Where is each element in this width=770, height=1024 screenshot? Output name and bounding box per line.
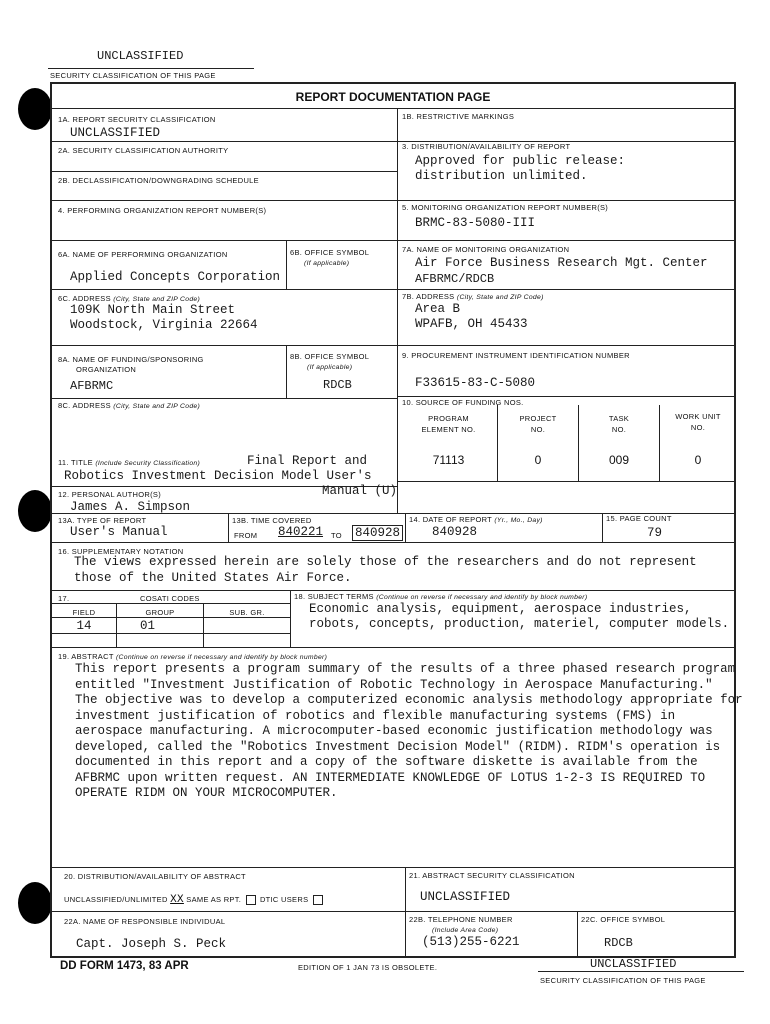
field-7b-line1: Area B: [415, 302, 461, 316]
field-17-label: 17.: [58, 594, 70, 603]
program-element-value: 71113: [432, 453, 465, 467]
field-22b-label: 22B. TELEPHONE NUMBER: [409, 915, 513, 924]
option-same-as-rpt: SAME AS RPT.: [186, 895, 242, 904]
field-12-value: James A. Simpson: [70, 500, 191, 514]
divider: [398, 481, 736, 482]
binder-hole-top: [18, 88, 52, 130]
task-no-value: 009: [608, 453, 630, 467]
field-6c-line2: Woodstock, Virginia 22664: [70, 318, 258, 332]
abstract-line: The objective was to develop a computerized economic analysis methodology appropriate for: [75, 693, 743, 707]
field-8c-label: 8C. ADDRESS (City, State and ZIP Code): [58, 401, 201, 410]
field-20-options: [64, 894, 325, 906]
divider: [48, 68, 254, 69]
divider: [52, 200, 736, 201]
field-21-value: UNCLASSIFIED: [420, 890, 511, 904]
field-1a-label: 1A. REPORT SECURITY CLASSIFICATION: [58, 115, 216, 124]
divider: [52, 542, 736, 543]
top-classification: UNCLASSIFIED: [97, 49, 184, 63]
divider: [290, 590, 291, 647]
field-2b-label: 2B. DECLASSIFICATION/DOWNGRADING SCHEDULE: [58, 176, 259, 185]
field-6a-label: 6A. NAME OF PERFORMING ORGANIZATION: [58, 250, 228, 259]
field-3-line1: Approved for public release:: [415, 154, 626, 168]
project-no-header: PROJECT NO.: [519, 414, 557, 434]
divider: [577, 911, 578, 958]
field-5-value: BRMC-83-5080-III: [415, 216, 536, 230]
field-11-line3: Manual (U): [322, 484, 398, 498]
to-label: TO: [331, 531, 342, 540]
abstract-line: OPERATE RIDM ON YOUR MICROCOMPUTER.: [75, 786, 338, 800]
from-label: FROM: [234, 531, 258, 540]
divider: [52, 603, 290, 604]
field-8a-value: AFBRMC: [70, 379, 114, 393]
field-8b-label: 8B. OFFICE SYMBOL: [290, 352, 370, 361]
abstract-line: entitled "Investment Justification of Robotic Technology in Aerospace Manufacturing.": [75, 677, 713, 692]
field-22b-sub: (Include Area Code): [432, 927, 499, 934]
field-11-label: 11. TITLE (Include Security Classification): [58, 458, 201, 467]
field-1b-label: 1B. RESTRICTIVE MARKINGS: [402, 112, 515, 121]
from-value: 840221: [278, 525, 324, 539]
field-16-line1: The views expressed herein are solely those of the researchers and do not represent: [74, 555, 697, 569]
program-element-header: PROGRAM ELEMENT NO.: [421, 414, 476, 434]
cosati-group-value: 01: [140, 619, 156, 633]
field-3-line2: distribution unlimited.: [415, 169, 588, 183]
field-1a-value: UNCLASSIFIED: [70, 126, 161, 140]
divider: [286, 240, 287, 289]
divider: [405, 513, 406, 542]
divider: [52, 911, 736, 912]
field-6b-label: 6B. OFFICE SYMBOL: [290, 248, 370, 257]
field-19-label: 19. ABSTRACT (Continue on reverse if necessary and identify by block number): [58, 652, 328, 661]
field-13a-label: 13A. TYPE OF REPORT: [58, 516, 147, 525]
field-16-line2: those of the United States Air Force.: [74, 571, 352, 585]
field-14-value: 840928: [432, 525, 478, 539]
field-22b-value: (513)255-6221: [422, 935, 520, 949]
divider: [405, 867, 406, 958]
field-11-line2: Robotics Investment Decision Model User's: [64, 469, 372, 483]
field-18-line1: Economic analysis, equipment, aerospace industries,: [309, 602, 692, 616]
divider: [52, 171, 398, 172]
divider: [52, 647, 736, 648]
divider: [286, 345, 287, 398]
divider: [602, 513, 603, 542]
dtic-users-checkbox[interactable]: [313, 895, 323, 905]
divider: [52, 398, 398, 399]
option-unclassified-unlimited: UNCLASSIFIED/UNLIMITED: [64, 895, 168, 904]
divider: [52, 345, 736, 346]
divider: [52, 289, 736, 290]
field-header: FIELD: [72, 608, 96, 617]
field-8a-label-line2: ORGANIZATION: [76, 365, 137, 374]
abstract-line: developed, called the "Robotics Investment Decision Model" (RIDM). RIDM's operation is: [75, 739, 721, 754]
project-no-value: 0: [534, 453, 542, 467]
divider: [52, 240, 736, 241]
group-header: GROUP: [145, 608, 175, 617]
field-22a-value: Capt. Joseph S. Peck: [76, 937, 227, 951]
footer-classification: UNCLASSIFIED: [590, 957, 677, 971]
divider: [397, 345, 398, 513]
checked-mark[interactable]: XX: [170, 894, 184, 906]
field-22a-label: 22A. NAME OF RESPONSIBLE INDIVIDUAL: [64, 917, 226, 926]
divider: [52, 867, 736, 868]
binder-hole-bottom: [18, 882, 52, 924]
field-22c-label: 22C. OFFICE SYMBOL: [581, 915, 666, 924]
abstract-line: documented in this report and a copy of the software diskette is available from the: [75, 755, 698, 769]
field-20-label: 20. DISTRIBUTION/AVAILABILITY OF ABSTRACT: [64, 872, 246, 881]
field-18-line2: robots, concepts, production, materiel, computer models.: [309, 617, 730, 631]
form-id: DD FORM 1473, 83 APR: [60, 960, 189, 972]
field-4-label: 4. PERFORMING ORGANIZATION REPORT NUMBER(S): [58, 206, 267, 215]
edition-note: EDITION OF 1 JAN 73 IS OBSOLETE.: [298, 963, 438, 972]
field-7b-line2: WPAFB, OH 45433: [415, 317, 528, 331]
field-10-label: 10. SOURCE OF FUNDING NOS.: [402, 398, 524, 407]
field-6b-sub: (If applicable): [304, 260, 350, 267]
field-11-line1: Final Report and: [247, 454, 368, 468]
divider: [538, 971, 744, 972]
field-7a-line2: AFBRMC/RDCB: [415, 272, 495, 286]
field-12-label: 12. PERSONAL AUTHOR(S): [58, 490, 162, 499]
divider: [52, 633, 290, 634]
field-22c-value: RDCB: [604, 936, 633, 950]
field-8b-value: RDCB: [323, 378, 352, 392]
field-6c-line1: 109K North Main Street: [70, 303, 236, 317]
field-15-value: 79: [647, 526, 663, 540]
field-2a-label: 2A. SECURITY CLASSIFICATION AUTHORITY: [58, 146, 229, 155]
security-classification-label: SECURITY CLASSIFICATION OF THIS PAGE: [50, 71, 216, 80]
divider: [52, 141, 736, 142]
work-unit-value: 0: [694, 453, 702, 467]
field-7a-label: 7A. NAME OF MONITORING ORGANIZATION: [402, 245, 570, 254]
same-as-rpt-checkbox[interactable]: [246, 895, 256, 905]
abstract-line: aerospace manufacturing. A microcomputer-based economic justification methodology was: [75, 724, 713, 738]
field-21-label: 21. ABSTRACT SECURITY CLASSIFICATION: [409, 871, 575, 880]
field-7b-label: 7B. ADDRESS (City, State and ZIP Code): [402, 292, 544, 301]
field-8b-sub: (If applicable): [307, 364, 353, 371]
abstract-line: This report presents a program summary of the results of a three phased research program: [75, 662, 736, 676]
field-13a-value: User's Manual: [70, 525, 168, 539]
field-8a-label: 8A. NAME OF FUNDING/SPONSORING: [58, 355, 204, 364]
field-3-label: 3. DISTRIBUTION/AVAILABILITY OF REPORT: [402, 142, 571, 151]
footer-security-label: SECURITY CLASSIFICATION OF THIS PAGE: [540, 976, 706, 985]
option-dtic-users: DTIC USERS: [259, 895, 309, 904]
field-5-label: 5. MONITORING ORGANIZATION REPORT NUMBER(S): [402, 203, 609, 212]
binder-hole-middle: [18, 490, 52, 532]
field-6c-label: 6C. ADDRESS (City, State and ZIP Code): [58, 294, 201, 303]
field-9-value: F33615-83-C-5080: [415, 376, 536, 390]
field-14-label: 14. DATE OF REPORT (Yr., Mo., Day): [409, 515, 543, 524]
field-18-label: 18. SUBJECT TERMS (Continue on reverse if necessary and identify by block number): [294, 592, 588, 601]
task-no-header: TASK NO.: [608, 414, 630, 434]
divider: [228, 513, 229, 542]
abstract-body: [75, 662, 743, 802]
work-unit-header: WORK UNIT NO.: [675, 412, 721, 432]
cosati-codes-title: COSATI CODES: [140, 594, 200, 603]
field-9-label: 9. PROCUREMENT INSTRUMENT IDENTIFICATION NUMBER: [402, 351, 630, 360]
field-15-label: 15. PAGE COUNT: [606, 514, 672, 523]
divider: [52, 108, 736, 109]
cosati-field-value: 14: [76, 619, 92, 633]
to-value: 840928: [352, 525, 403, 541]
sub-gr-header: SUB. GR.: [229, 608, 265, 617]
abstract-line: investment justification of robotics and flexible manufacturing systems (FMS) in: [75, 708, 676, 723]
field-7a-line1: Air Force Business Research Mgt. Center: [415, 256, 708, 270]
form-title: REPORT DOCUMENTATION PAGE: [295, 90, 491, 104]
field-16-label: 16. SUPPLEMENTARY NOTATION: [58, 547, 184, 556]
field-6a-value: Applied Concepts Corporation: [70, 270, 281, 284]
field-13b-label: 13B. TIME COVERED: [232, 516, 312, 525]
abstract-line: AFBRMC upon written request. AN INTERMEDIATE KNOWLEDGE OF LOTUS 1-2-3 IS REQUIRED TO: [75, 770, 706, 785]
